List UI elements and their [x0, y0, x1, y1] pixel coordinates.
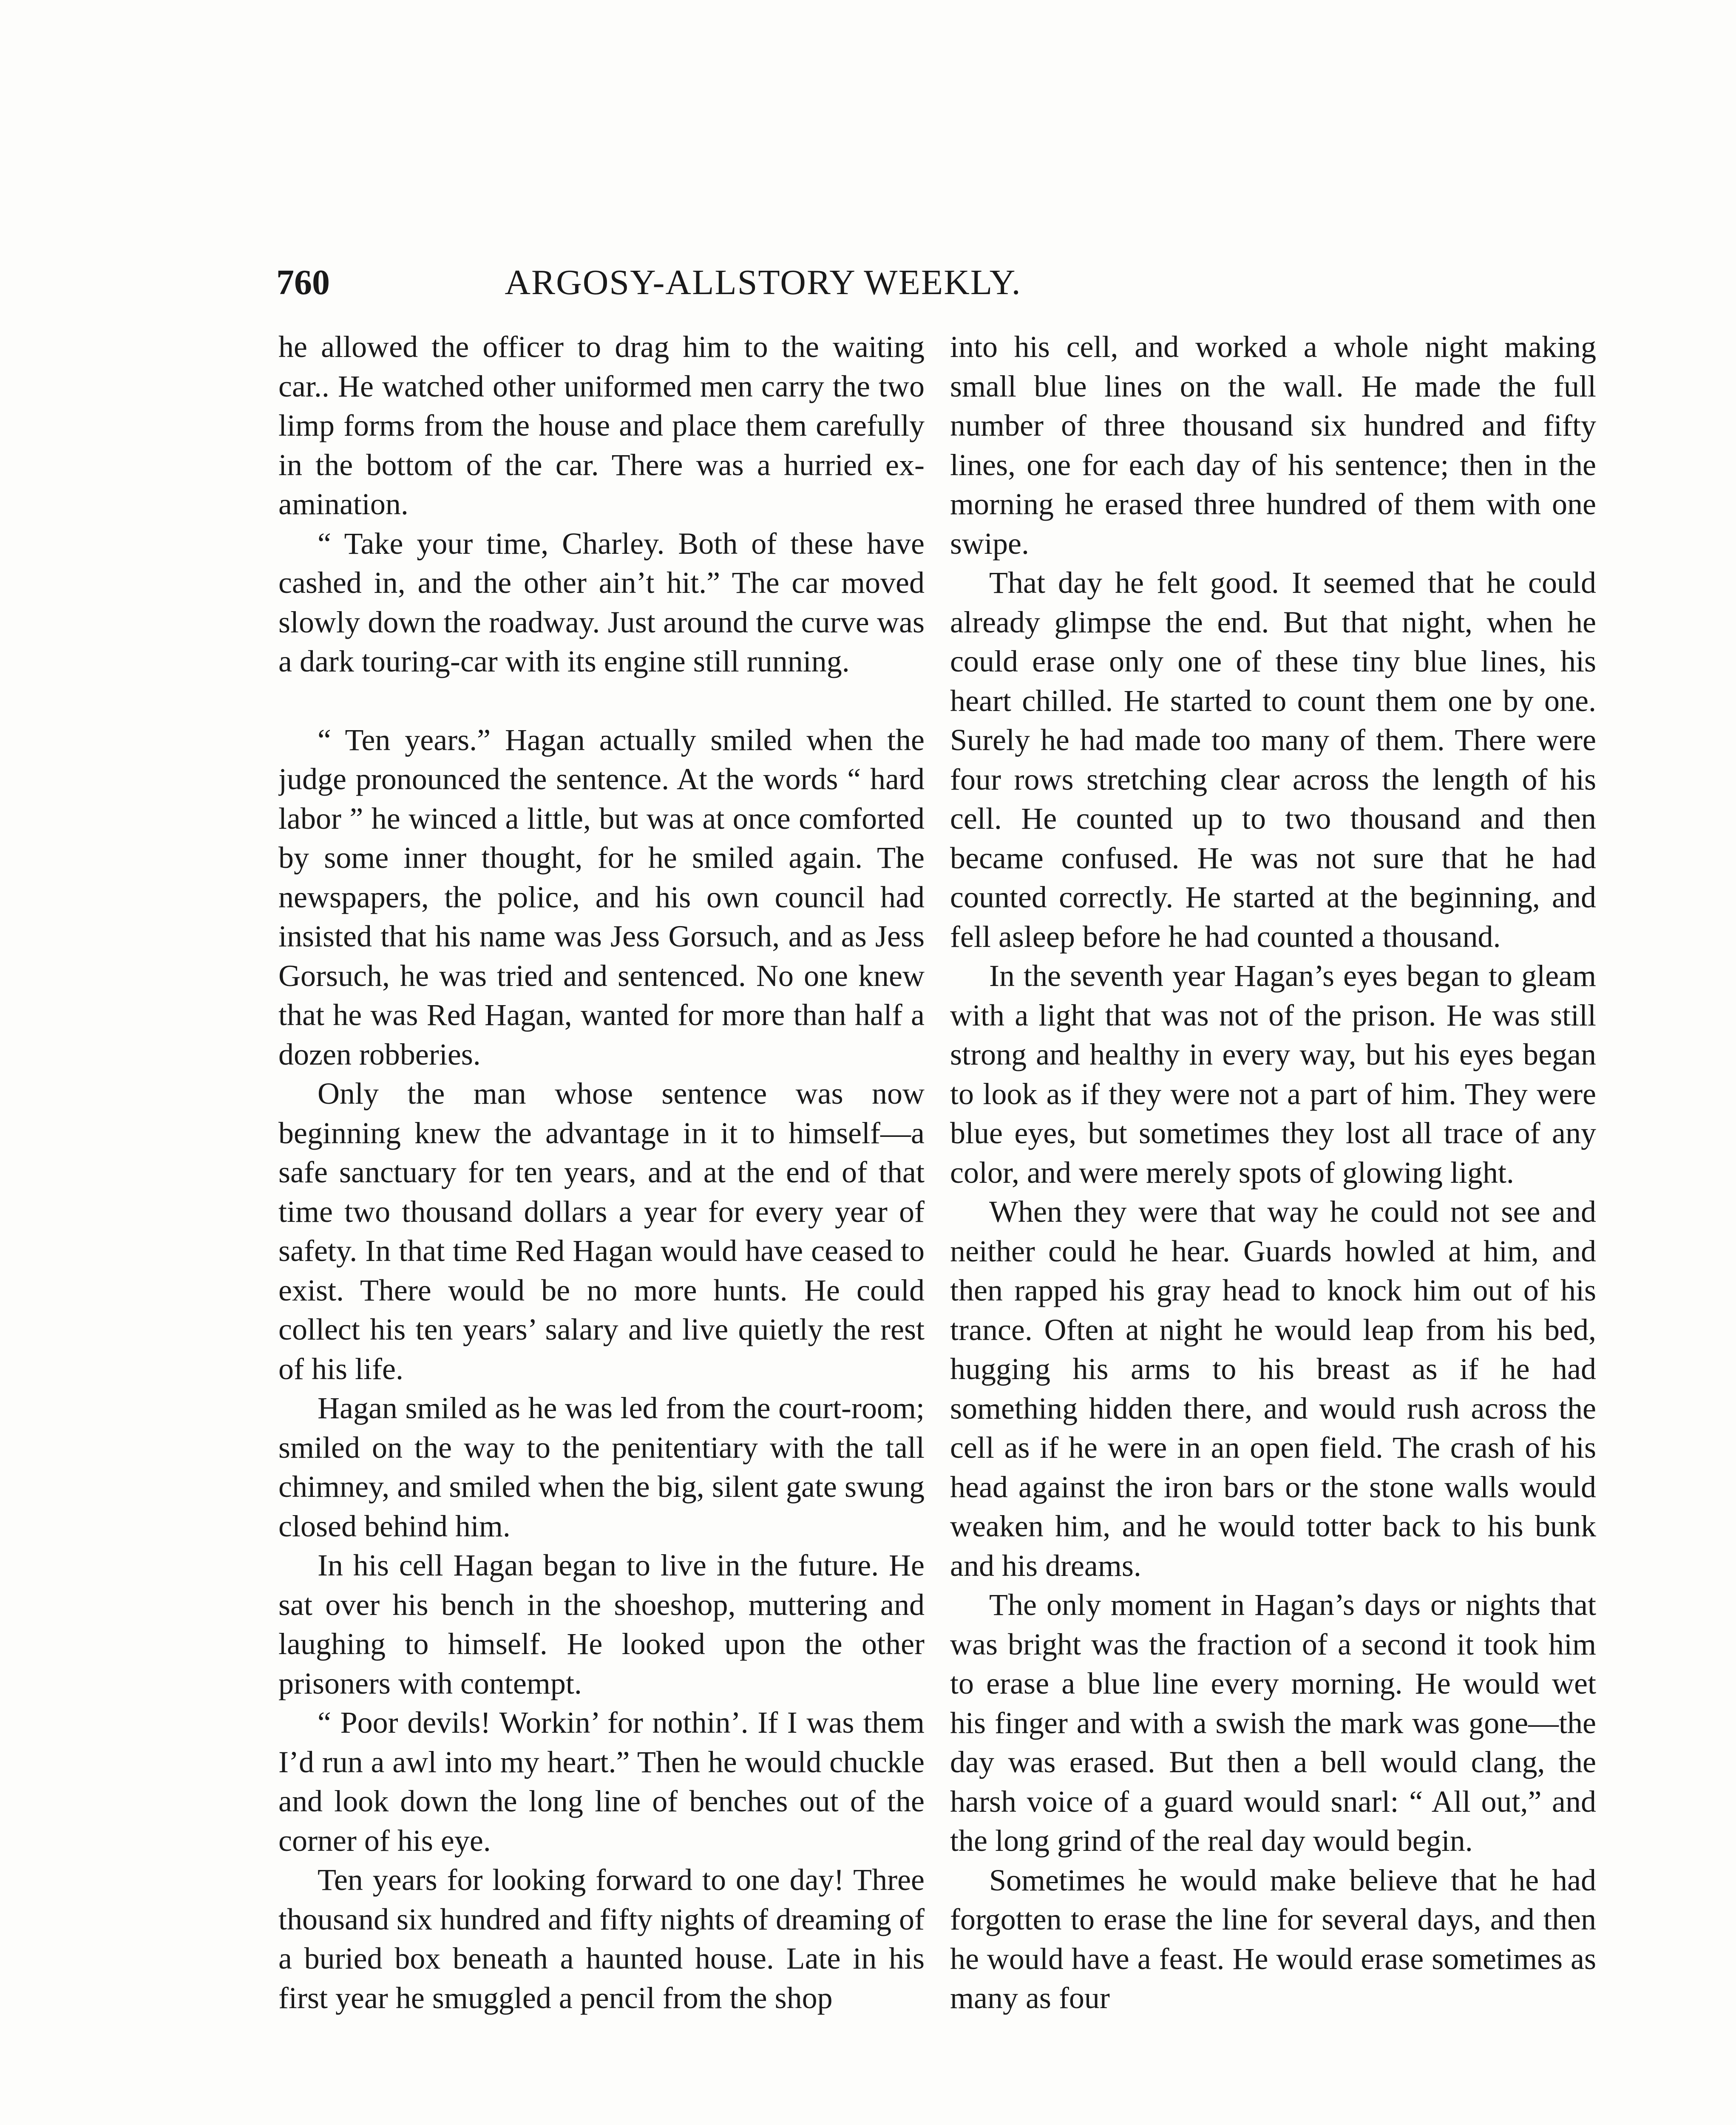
right-column	[950, 327, 1596, 2125]
paragraph: Only the man whose sentence was now beginning knew the advantage in it to himself—a safe sanctuary for ten years, and at the end of that time two thousand dollars a year for every year of safety. In that time Red Hagan would have ceased to exist. There would be no more hunts. He could collect his ten years’ salary and live quietly the rest of his life.	[278, 1077, 925, 1386]
paragraph: “ Take your time, Charley. Both of these have cashed in, and the other ain’t hit.” The car moved slowly down the roadway. Just around the curve was a dark touring-car with its engine still running.	[278, 526, 925, 678]
paragraph: Sometimes he would make believe that he had forgotten to erase the line for several days, and then he would have a feast. He would erase sometimes as many as four	[950, 1863, 1596, 2015]
paragraph: “ Poor devils! Workin’ for nothin’. If I was them I’d run a awl into my heart.” Then he would chuckle and look down the long line of benches out of the corner of his eye.	[278, 1706, 925, 1858]
section-break	[278, 681, 925, 720]
paragraph: Hagan smiled as he was led from the court-room; smiled on the way to the penitentiary with the tall chimney, and smiled when the big, silent gate swung closed behind him.	[278, 1391, 925, 1543]
paragraph: into his cell, and worked a whole night making small blue lines on the wall. He made the full number of three thousand six hundred and fifty lines, one for each day of his sentence; then in the morning he erased three hundred of them with one swipe.	[950, 330, 1596, 561]
running-head: ARGOSY-ALLSTORY WEEKLY.	[505, 263, 1021, 302]
paragraph: Ten years for looking forward to one day! Three thousand six hundred and fifty nights of dreaming of a buried box beneath a haunted house. Late in his first year he smuggled a pencil from the shop	[278, 1863, 925, 2015]
page-header	[276, 259, 1250, 306]
paragraph: When they were that way he could not see and neither could he hear. Guards howled at him, and then rapped his gray head to knock him out of his trance. Often at night he would leap from his bed, hugging his arms to his breast as if he had something hidden there, and would rush across the cell as if he were in an open field. The crash of his head against the iron bars or the stone walls would weaken him, and he would totter back to his bunk and his dreams.	[950, 1195, 1596, 1583]
paragraph: “ Ten years.” Hagan actually smiled when the judge pronounced the sentence. At the words “ hard labor ” he winced a little, but was at once comforted by some inner thought, for he smiled again. The newspapers, the police, and his own council had insisted that his name was Jess Gorsuch, and as Jess Gorsuch, he was tried and sentenced. No one knew that he was Red Hagan, wanted for more than half a dozen robberies.	[278, 722, 925, 1071]
paragraph: In the seventh year Hagan’s eyes began to gleam with a light that was not of the prison. He was still strong and healthy in every way, but his eyes began to look as if they were not a part of him. They were blue eyes, but sometimes they lost all trace of any color, and were merely spots of glowing light.	[950, 959, 1596, 1190]
paragraph: That day he felt good. It seemed that he could already glimpse the end. But that night, when he could erase only one of these tiny blue lines, his heart chilled. He started to count them one by one. Surely he had made too many of them. There were four rows stretching clear across the length of his cell. He counted up to two thousand and then became confused. He was not sure that he had counted correctly. He started at the beginning, and fell asleep before he had counted a thousand.	[950, 566, 1596, 954]
paragraph: In his cell Hagan began to live in the future. He sat over his bench in the shoeshop, muttering and laughing to himself. He looked upon the other prisoners with contempt.	[278, 1548, 925, 1700]
page-number: 760	[276, 263, 330, 302]
paragraph: he allowed the officer to drag him to the waiting car.. He watched other uniformed men carry the two limp forms from the house and place them carefully in the bottom of the car. There was a hurried examination.	[278, 330, 925, 521]
left-column	[278, 327, 925, 2125]
paragraph: The only moment in Hagan’s days or nights that was bright was the fraction of a second it took him to erase a blue line every morning. He would wet his finger and with a swish the mark was gone—the day was erased. But then a bell would clang, the harsh voice of a guard would snarl: “ All out,” and the long grind of the real day would begin.	[950, 1588, 1596, 1858]
